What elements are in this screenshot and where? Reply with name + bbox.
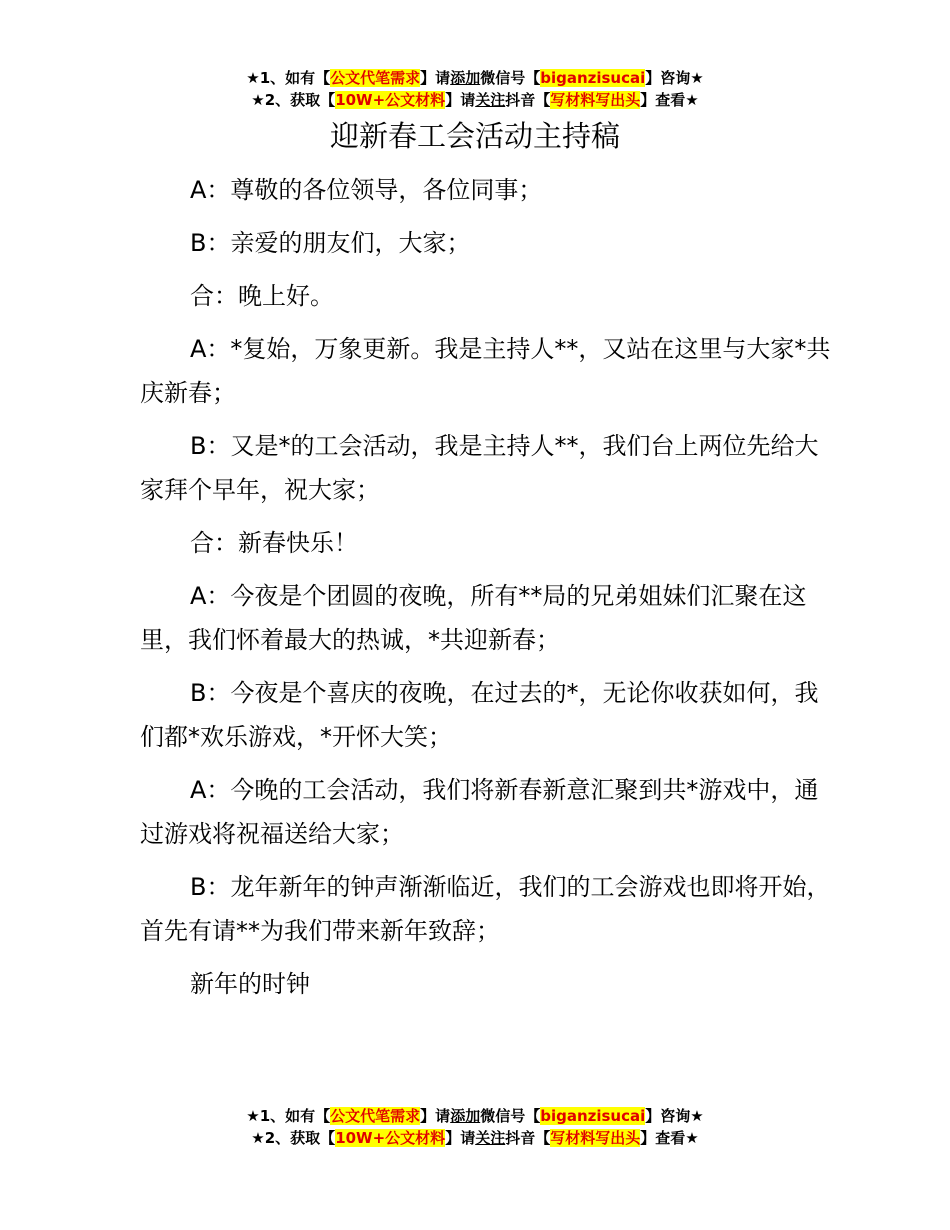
banner-line-1 (0, 1105, 950, 1127)
banner-line-1 (0, 67, 950, 89)
banner-underline: 添加 (450, 1107, 481, 1125)
banner-text: 】查看★ (640, 91, 699, 109)
banner-text: ★1、如有【 (246, 69, 331, 87)
footer-banner (0, 1105, 950, 1149)
paragraph: A：今夜是个团圆的夜晚，所有**局的兄弟姐妹们汇聚在这里，我们怀着最大的热诚，*共迎新春； (140, 582, 807, 654)
banner-highlight: 10W+公文材料 (335, 91, 446, 109)
banner-highlight: 公文代笔需求 (330, 69, 421, 87)
banner-text: ★2、获取【 (251, 91, 336, 109)
paragraph: A：今晚的工会活动，我们将新春新意汇聚到共*游戏中，通过游戏将祝福送给大家； (140, 776, 819, 848)
paragraph: A：*复始，万象更新。我是主持人**，又站在这里与大家*共庆新春； (140, 335, 831, 407)
banner-highlight: 公文代笔需求 (330, 1107, 421, 1125)
banner-text: 抖音【 (505, 1129, 551, 1147)
paragraph: B：又是*的工会活动，我是主持人**，我们台上两位先给大家拜个早年，祝大家； (140, 432, 819, 504)
document-body (140, 168, 835, 1015)
banner-line-2 (0, 89, 950, 111)
banner-text: 】咨询★ (645, 69, 704, 87)
banner-underline: 关注 (475, 91, 506, 109)
banner-underline: 关注 (475, 1129, 506, 1147)
paragraph: B：龙年新年的钟声渐渐临近，我们的工会游戏也即将开始，首先有请**为我们带来新年致辞； (140, 873, 831, 945)
document-title: 迎新春工会活动主持稿 (329, 119, 620, 153)
banner-text: ★2、获取【 (251, 1129, 336, 1147)
paragraph: A：尊敬的各位领导，各位同事； (190, 176, 543, 204)
banner-text: 】查看★ (640, 1129, 699, 1147)
banner-text: 】请 (420, 69, 451, 87)
paragraph: 合：新春快乐！ (190, 529, 358, 557)
paragraph: 合：晚上好。 (190, 282, 334, 310)
banner-text: 抖音【 (505, 91, 551, 109)
banner-text: 】咨询★ (645, 1107, 704, 1125)
banner-text: 】请 (445, 91, 476, 109)
banner-highlight: biganzisucai (540, 69, 646, 87)
banner-text: 微信号【 (480, 69, 541, 87)
banner-text: 】请 (420, 1107, 451, 1125)
banner-text: 微信号【 (480, 1107, 541, 1125)
banner-highlight: biganzisucai (540, 1107, 646, 1125)
paragraph: B：今夜是个喜庆的夜晚，在过去的*，无论你收获如何，我们都*欢乐游戏，*开怀大笑； (140, 679, 819, 751)
banner-highlight: 写材料写出头 (550, 91, 641, 109)
paragraph: 新年的时钟 (190, 970, 310, 998)
header-banner (0, 67, 950, 111)
banner-line-2 (0, 1127, 950, 1149)
paragraph: B：亲爱的朋友们，大家； (190, 229, 471, 257)
banner-highlight: 写材料写出头 (550, 1129, 641, 1147)
banner-text: ★1、如有【 (246, 1107, 331, 1125)
banner-highlight: 10W+公文材料 (335, 1129, 446, 1147)
banner-underline: 添加 (450, 69, 481, 87)
banner-text: 】请 (445, 1129, 476, 1147)
